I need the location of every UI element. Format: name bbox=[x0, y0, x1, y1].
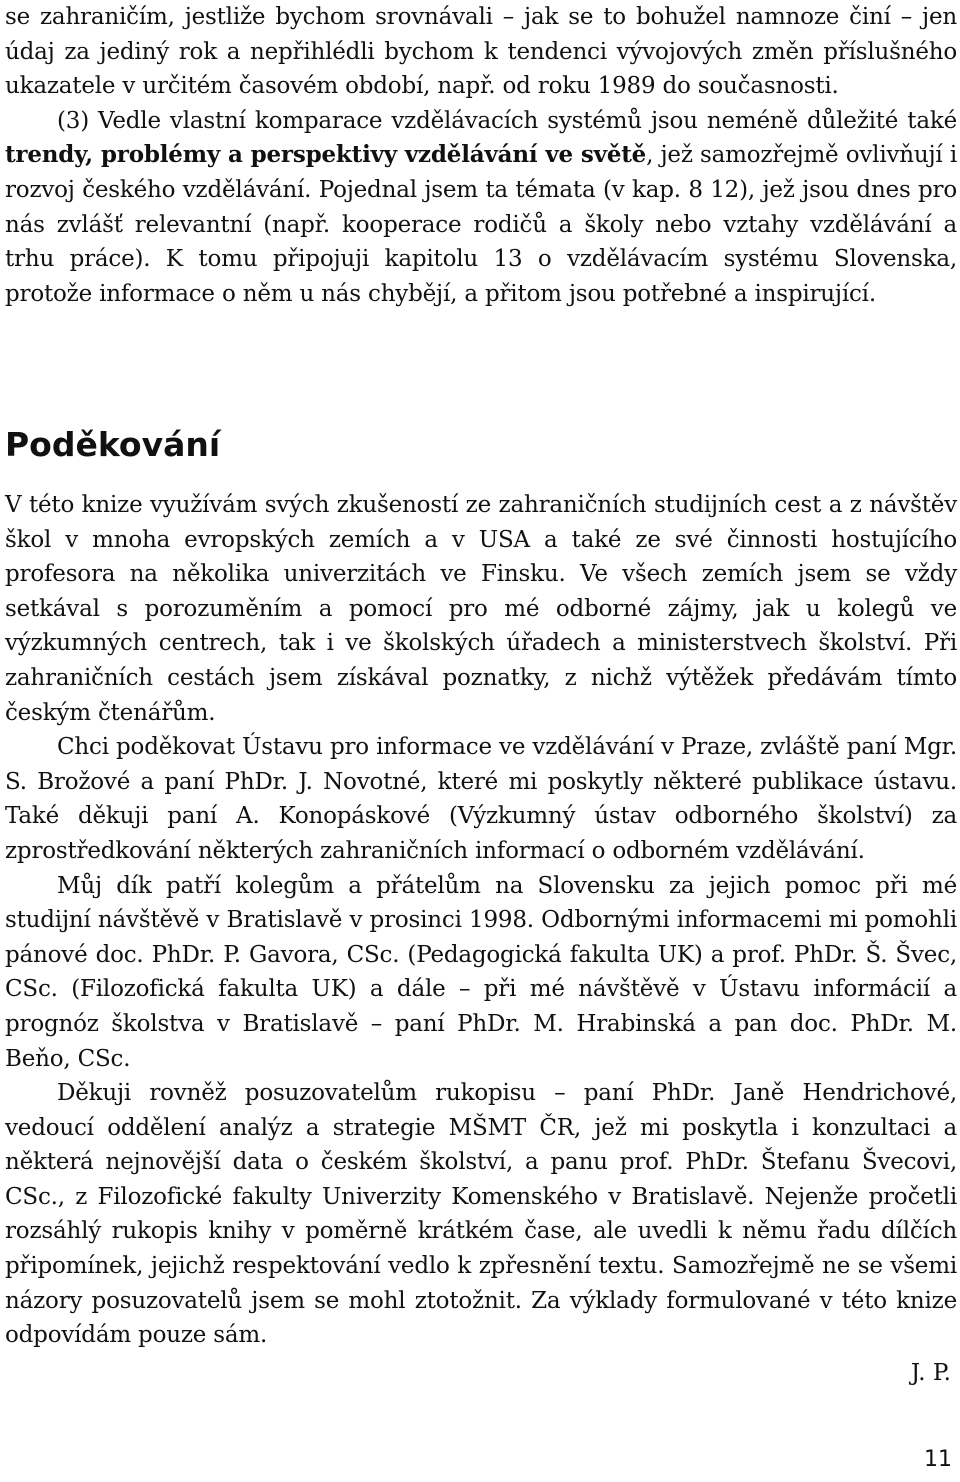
book-page bbox=[5, 0, 957, 1472]
intro-continuation-paragraph: se zahraničím, jestliže bychom srovnávali – jak se to bohužel namnoze činí – jen údaj za jediný rok a nepřihlédli bychom k tendenci vývojových změn příslušného ukazatele v určitém časovém období, např. od roku 1989 do současnosti. bbox=[5, 4, 957, 100]
acknowledgements-heading: Poděkování bbox=[5, 425, 221, 464]
page-number: 11 bbox=[924, 1447, 952, 1472]
point-3-text-start: (3) Vedle vlastní komparace vzdělávacích systémů jsou neméně důležité také bbox=[57, 107, 957, 134]
point-3-paragraph bbox=[5, 104, 957, 312]
acknowledgements-paragraph-2: Chci poděkovat Ústavu pro informace ve vzdělávání v Praze, zvláště paní Mgr. S. Brožové a paní PhDr. J. Novotné, které mi poskytly některé publikace ústavu. Také děkuji paní A. Konopáskové (Výzkumný ústav odborného školství) za zprostředkování některých zahraničních informací o odborném vzdělávání. bbox=[5, 734, 957, 864]
acknowledgements-section bbox=[5, 488, 957, 1353]
acknowledgements-paragraph-4: Děkuji rovněž posuzovatelům rukopisu – paní PhDr. Janě Hendrichové, vedoucí oddělení analýz a strategie MŠMT ČR, jež mi poskytla i konzultaci a některá nejnovější data o českém školství, a panu prof. PhDr. Štefanu Švecovi, CSc., z Filozofické fakulty Univerzity Komenského v Bratislavě. Nejenže pročetli rozsáhlý rukopis knihy v poměrně krátkém čase, ale uvedli k němu řadu dílčích připomínek, jejichž respektování vedlo k zpřesnění textu. Samozřejmě ne se všemi názory posuzovatelů jsem se mohl ztotožnit. Za výklady formulované v této knize odpovídám pouze sám. bbox=[5, 1080, 957, 1349]
point-3-text-end: , jež samozřejmě ovlivňují i rozvoj českého vzdělávání. Pojednal jsem ta témata (v kap. 8 12), jež jsou dnes pro nás zvlášť relevantní (např. kooperace rodičů a školy nebo vztahy vzdělávání a trhu práce). K tomu připojuji kapitolu 13 o vzdělávacím systému Slovenska, protože informace o něm u nás chybějí, a přitom jsou potřebné a inspirující. bbox=[5, 142, 957, 307]
acknowledgements-paragraph-3: Můj dík patří kolegům a přátelům na Slovensku za jejich pomoc při mé studijní návštěvě v Bratislavě v prosinci 1998. Odbornými informacemi mi pomohli pánové doc. PhDr. P. Gavora, CSc. (Pedagogická fakulta UK) a prof. PhDr. Š. Švec, CSc. (Filozofická fakulta UK) a dále – při mé návštěvě v Ústavu informácií a prognóz školstva v Bratislavě – paní PhDr. M. Hrabinská a pan doc. PhDr. M. Beňo, CSc. bbox=[5, 872, 957, 1072]
author-initials: J. P. bbox=[910, 1360, 951, 1386]
acknowledgements-paragraph-1: V této knize využívám svých zkušeností ze zahraničních studijních cest a z návštěv škol v mnoha evropských zemích a v USA a také ze své činnosti hostujícího profesora na několika univerzitách ve Finsku. Ve všech zemích jsem se vždy setkával s porozuměním a pomocí pro mé odborné zájmy, jak u kolegů ve výzkumných centrech, tak i ve školských úřadech a ministerstvech školství. Při zahraničních cestách jsem získával poznatky, z nichž výtěžek předávám tímto českým čtenářům. bbox=[5, 492, 957, 726]
point-3-bold-phrase: trendy, problémy a perspektivy vzdělávání ve světě bbox=[5, 141, 647, 169]
